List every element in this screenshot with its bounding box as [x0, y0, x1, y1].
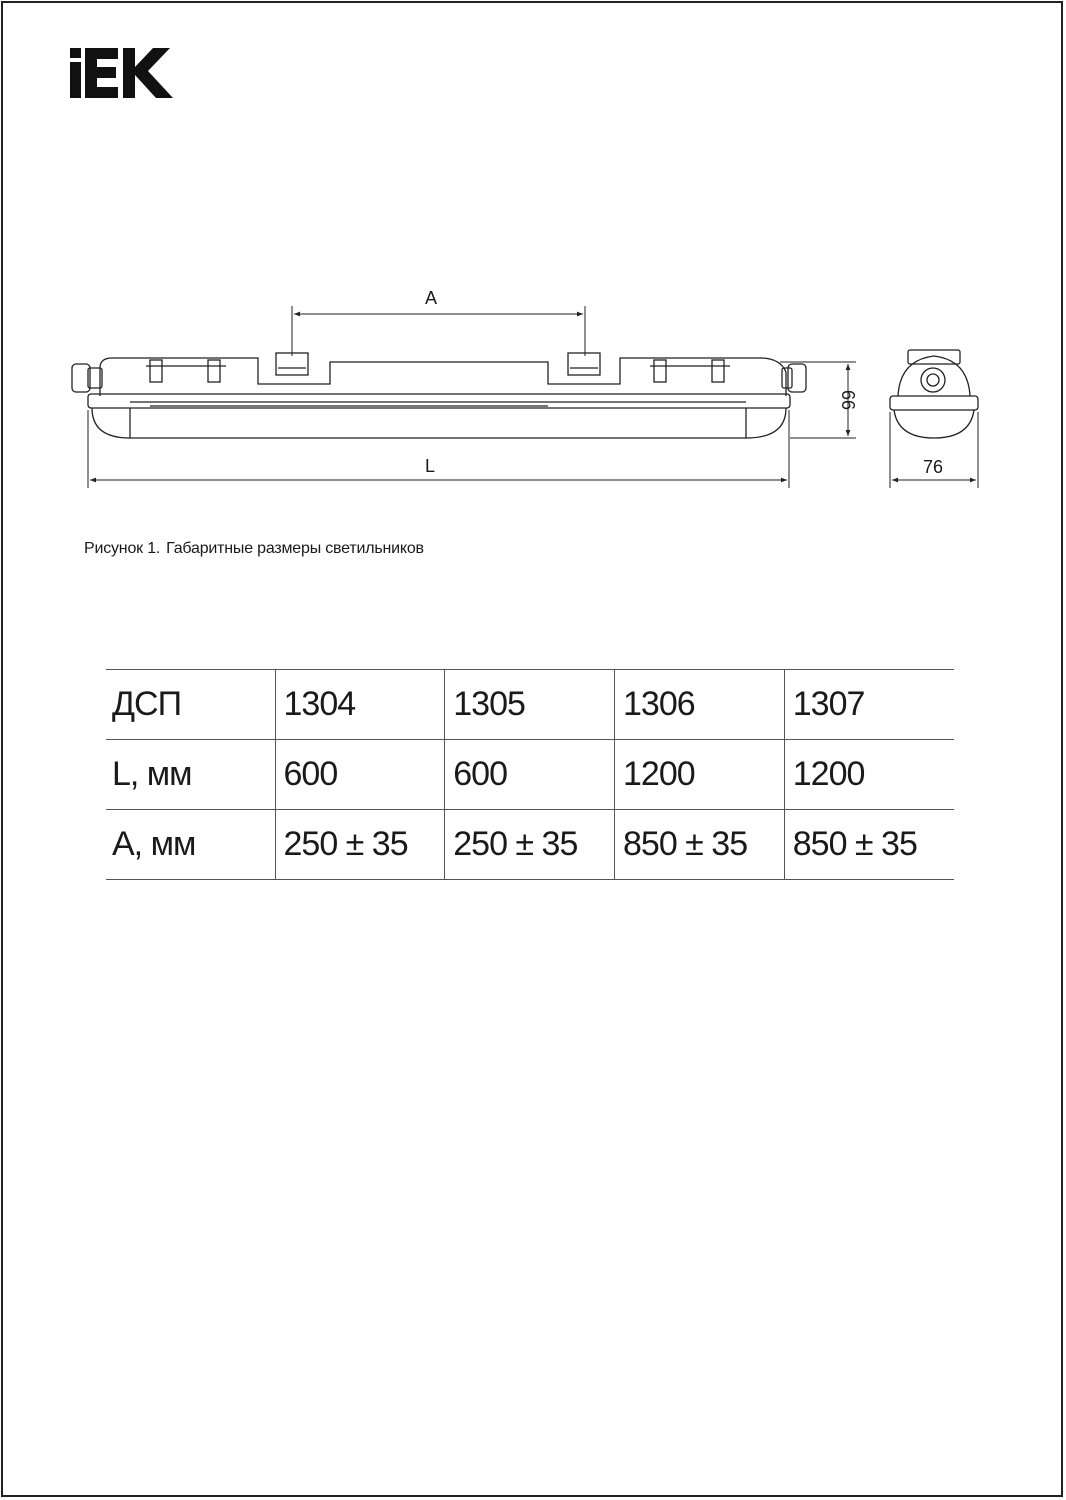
table-cell: 1307	[784, 670, 954, 740]
table-cell: 600	[275, 740, 445, 810]
dim-l-label: L	[424, 456, 436, 476]
table-cell: 600	[445, 740, 615, 810]
dim-height-label: 66	[838, 389, 858, 411]
dimension-drawing	[0, 0, 1066, 520]
table-row	[106, 670, 954, 740]
dimension-a	[292, 306, 585, 356]
table-row	[106, 740, 954, 810]
table-cell: 1305	[445, 670, 615, 740]
dim-width-label: 76	[922, 457, 944, 477]
table-cell: 1304	[275, 670, 445, 740]
row-label: A, мм	[106, 810, 275, 880]
table-cell: 850 ± 35	[784, 810, 954, 880]
luminaire-end-view	[890, 350, 978, 438]
row-label: L, мм	[106, 740, 275, 810]
dim-a-label: A	[424, 288, 438, 308]
table-cell: 1200	[784, 740, 954, 810]
luminaire-side-view	[72, 353, 806, 438]
table-cell: 250 ± 35	[445, 810, 615, 880]
table-cell: 1306	[615, 670, 785, 740]
figure-number: Рисунок 1.	[84, 540, 161, 557]
figure-caption-text: Габаритные размеры светильников	[166, 540, 424, 557]
spec-table	[106, 669, 954, 880]
row-label: ДСП	[106, 670, 275, 740]
table-row	[106, 810, 954, 880]
figure-caption	[84, 540, 424, 558]
dimension-l	[88, 410, 789, 488]
table-cell: 1200	[615, 740, 785, 810]
table-cell: 850 ± 35	[615, 810, 785, 880]
table-cell: 250 ± 35	[275, 810, 445, 880]
